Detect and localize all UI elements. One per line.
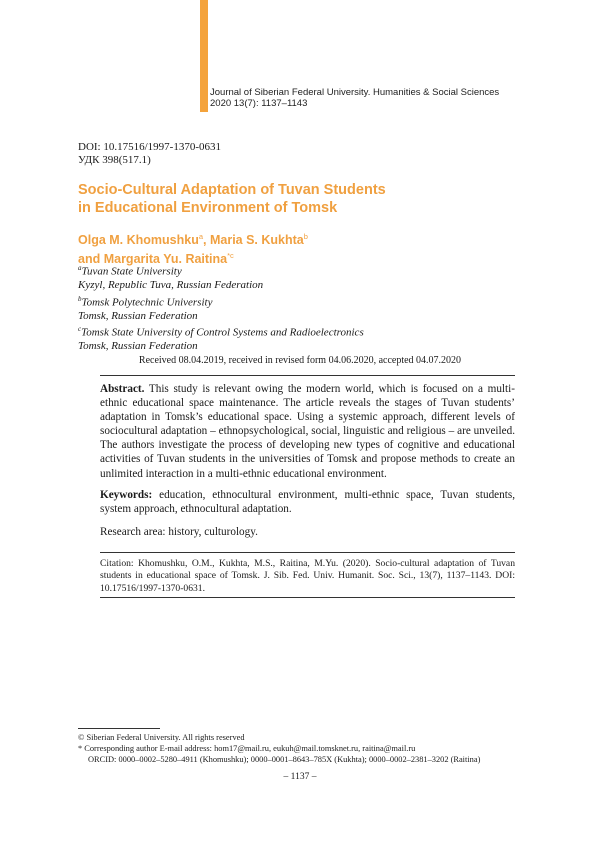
- abstract-label: Abstract.: [100, 383, 145, 395]
- title-line-2: in Educational Environment of Tomsk: [78, 200, 338, 216]
- udc-line: УДК 398(517.1): [78, 154, 151, 166]
- authors-line-1: [78, 229, 518, 248]
- citation: Citation: Khomushku, O.M., Kukhta, M.S., Raitina, M.Yu. (2020). Socio-cultural adaptation of Tuvan students in educational space of Tomsk. J. Sib. Fed. Univ. Humanit. Soc. Sci., 13(7), 1137–1143. DOI: 10.17516/1997-1370-0631.: [100, 558, 515, 594]
- header-accent-bar: [200, 0, 208, 112]
- journal-header: [210, 87, 499, 109]
- affiliation-name: [78, 262, 364, 279]
- footnote-rule: [78, 728, 160, 729]
- affiliation-sup: a: [78, 264, 82, 272]
- received-dates: Received 08.04.2019, received in revised form 04.06.2020, accepted 04.07.2020: [138, 355, 462, 366]
- citation-bottom-rule: [100, 597, 515, 598]
- author-2: Maria S. Kukhta: [209, 233, 304, 248]
- affiliation-institution: Tomsk State University of Control Systems and Radioelectronics: [81, 326, 364, 339]
- footnotes: [78, 732, 480, 766]
- author-1-sup: a: [198, 232, 204, 241]
- affiliation-name: [78, 323, 364, 340]
- keywords-text: education, ethnocultural environment, multi-ethnic space, Tuvan students, system approach, ethnocultural adaptation.: [100, 489, 515, 516]
- author-3: Margarita Yu. Raitina: [103, 252, 228, 267]
- affiliation-institution: Tomsk Polytechnic University: [81, 296, 213, 309]
- affiliation-institution: Tuvan State University: [81, 265, 182, 278]
- affiliation-place: Tomsk, Russian Federation: [78, 340, 198, 353]
- page-number: – 1137 –: [283, 772, 317, 782]
- corresponding-author-note: * Corresponding author E-mail address: hom17@mail.ru, eukuh@mail.tomsknet.ru, raitina@mail.ru: [78, 744, 416, 754]
- identifiers: [78, 141, 221, 167]
- citation-top-rule: [100, 552, 515, 553]
- affiliation-place: Tomsk, Russian Federation: [78, 309, 198, 322]
- affiliation-sup: b: [78, 294, 82, 303]
- abstract: [100, 382, 515, 481]
- affiliation-name: [78, 293, 364, 310]
- author-2-sup: b: [303, 232, 308, 241]
- journal-name: Journal of Siberian Federal University. Humanities & Social Sciences: [210, 87, 500, 98]
- author-3-sup: *c: [227, 251, 234, 261]
- research-area: Research area: history, culturology.: [100, 526, 258, 538]
- abstract-text: This study is relevant owing the modern world, which is focused on a multi-ethnic educational space maintenance. The article reveals the stages of Tuvan students’ adaptation in Tomsk’s educational space. Using a systemic approach, different levels of sociocultural adaptation – ethnopsychological, social, linguistic and religious – are unveiled. The authors investigate the process of developing new types of cognitive and educational activities of Tuvan students in the universities of Tomsk and propose methods to create an unlimited interaction in a multi-ethnic educational environment.: [100, 383, 515, 480]
- affiliations: [78, 262, 364, 354]
- abstract-top-rule: [100, 375, 515, 376]
- keywords: [100, 488, 515, 516]
- author-1: Olga M. Khomushku: [78, 233, 199, 248]
- keywords-label: Keywords:: [100, 489, 153, 501]
- orcid-note: ORCID: 0000–0002–5280–4911 (Khomushku); 0000–0001–8643–785X (Kukhta); 0000–0002–2381–3202 (Raitina): [88, 755, 481, 765]
- copyright-note: © Siberian Federal University. All rights reserved: [78, 733, 245, 742]
- affiliation-place: Kyzyl, Republic Tuva, Russian Federation: [78, 279, 264, 292]
- article-title: [78, 181, 518, 217]
- journal-issue: 2020 13(7): 1137–1143: [210, 98, 308, 109]
- author-separator: ,: [203, 233, 210, 248]
- author-conjunction: and: [78, 252, 104, 267]
- doi-line: DOI: 10.17516/1997-1370-0631: [78, 141, 221, 153]
- affiliation-sup: c: [78, 325, 82, 334]
- title-line-1: Socio-Cultural Adaptation of Tuvan Students: [78, 182, 386, 198]
